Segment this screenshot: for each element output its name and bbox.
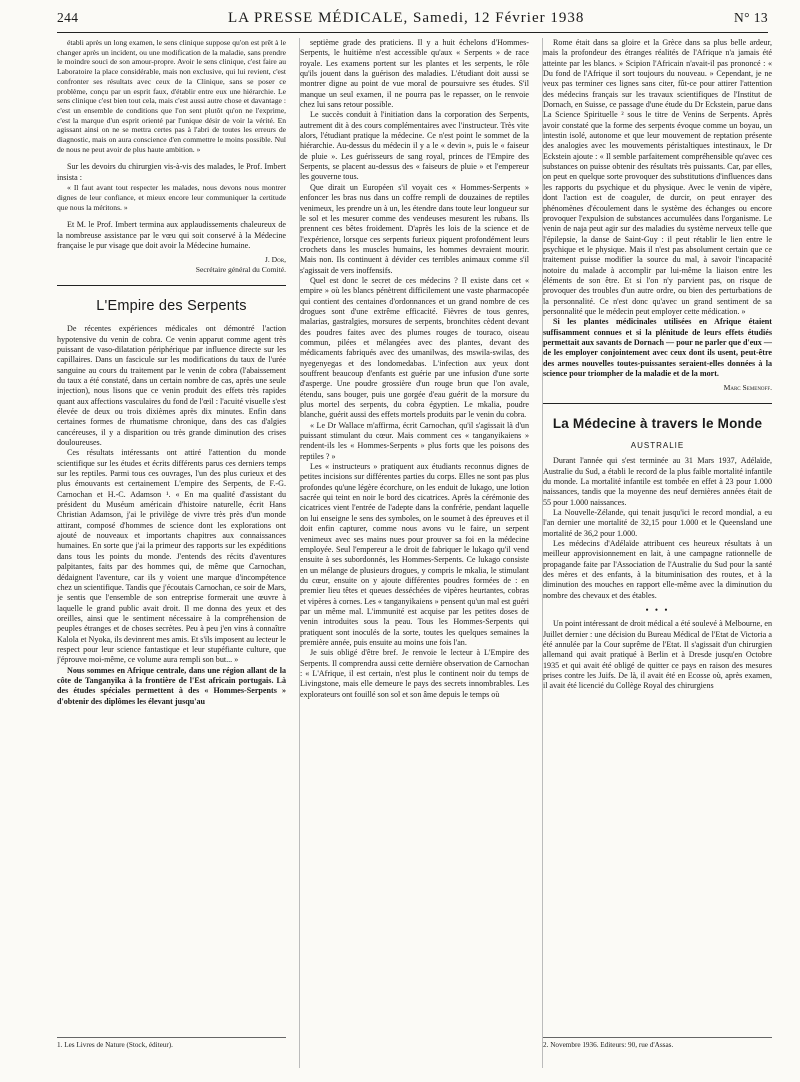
subsection-title: AUSTRALIE bbox=[630, 441, 685, 451]
section-title: La Médecine à travers le Monde bbox=[552, 416, 763, 432]
page-number: 244 bbox=[57, 10, 79, 25]
column-3 bbox=[542, 38, 772, 1068]
intro-paragraph: Sur les devoirs du chirurgien vis-à-vis des malades, le Prof. Imbert insista : bbox=[57, 162, 286, 182]
article-paragraph: De récentes expériences médicales ont démontré l'action hypotensive du venin de cobra. Ce venin apparut comme agent très puissant de vaso-dilatation périphérique par influence directe sur les capillaires. Dans un fascicule sur les modifications du taux de l'urée sanguine au cours du traitement par le venin de cobra (l'abaissement du taux a été constaté, dans un certain nombre de cas, après une seule injection), nous lisons que ce venin produit des effets très rapides quant aux affections vasculaires du fond de l'œil : l'acuité visuelle s'est élevée de deux ou trois dixièmes après dix minutes. Enfin dans certaines formes de rhumatisme chronique, dans des cas d'algies cancéreuses, il y a disparition ou très grande diminution des crises douloureuses. bbox=[57, 324, 286, 448]
section-paragraph: La Nouvelle-Zélande, qui tenait jusqu'ici le record mondial, a eu l'an dernier une mortalité de 32,15 pour 1.000 et le Queensland une mortalité de 36,2 pour 1.000. bbox=[543, 508, 772, 538]
article-paragraph: Les « instructeurs » pratiquent aux étudiants reconnus dignes de petites incisions sur différentes parties du corps. Elles ne sont pas plus profondes qu'une légère écorchure, on les enduit de lukago, une lotion sacrée qui teint en noir le bord des cicatrices. Après la cérémonie des cicatrices vient l'entrée de l'adepte dans la confrérie, pendant laquelle on lui enseigne le sens des symboles, on le soumet à des épreuves et il doit enfin capturer, comme nous avons vu le faire, un serpent venimeux avec ses mains nues pour prouver sa foi en la médecine employée. Seul l'empereur a le droit de fabriquer le lukago qu'il vend ensuite à ses subordonnés, les Hommes-Serpents. Ce lukago consiste en un mélange de plusieurs drogues, y compris le mkalia, le stimulant du cœur, ensuite on y ajoute différentes poudres formées de : en premier lieu têtes et queues desséchées de vipères heurtantes, cobras et vipères à cornes. Les « tanganyikaiens » pensent qu'un mal est guéri par un même mal. L'immunité est acquise par les petites doses de venin introduites sous la peau. Tous les Hommes-Serpents qui pratiquent sont inoculés de la sorte, toutes les quelques semaines la première année, puis ensuite au moins une fois l'an. bbox=[300, 462, 529, 647]
section-paragraph: Les médecins d'Adélaïde attribuent ces heureux résultats à un meilleur approvisionnement en lait, à une campagne rationnelle de propagande faite par l'Association de l'Australie du Sud pour la santé des mères et des enfants, à la bituminisation des routes, et à la diminution des mouches en rapport elle-même avec la diminution du nombre des chevaux et des étables. bbox=[543, 539, 772, 600]
intro-paragraph: établi après un long examen, le sens clinique suppose qu'on est prêt à le changer après un incident, ou une modification de la maladie, sans prendre le moindre souci de son amour-propre. Avoir le sens clinique, c'est faire au Laboratoire la place considérable, mais non exclusive, qui lui revient, c'est confronter ses résultats avec ceux de la Clinique, sans se poser ce problème, conçu par un esprit faux, d'établir entre eux une hiérarchie. Le sens clinique c'est bien tout cela, mais c'est aussi autre chose et davantage : c'est un ensemble de conditions que l'on sent plutôt qu'on ne l'exprime, c'est la marque d'un esprit orienté par l'unique désir de voir la vérité. En agissant ainsi on ne se mettra certes pas à l'abri de toutes les erreurs de diagnostic, mais on aura conscience d'en commettre le moins possible. Nul de nous ne peut avoir de plus haute ambition. » bbox=[57, 38, 286, 154]
section-rule bbox=[543, 403, 772, 404]
article-signature: Marc Semenoff. bbox=[723, 383, 772, 393]
article-paragraph: Si les plantes médicinales utilisées en Afrique étaient suffisamment connues et si la plénitude de leurs effets étudiés permettait aux savants de Dornach — pour ne parler que d'eux — de les employer conjointement avec ceux dont ils usent, peut-être des armes nouvelles toutes-puissantes seraient-elles données à la science pour triompher de la maladie et de la mort. bbox=[543, 317, 772, 378]
article-paragraph: Rome était dans sa gloire et la Grèce dans sa plus belle ardeur, mais la profondeur des étranges réalités de l'Afrique n'a jamais été atteinte par les blancs. » Scipion l'Africain n'avait-il pas prononcé : « Du fond de l'Afrique il sort toujours du nouveau. » Cependant, je ne veux pas terminer ces lignes sans citer, fût-ce pour attirer l'attention des médecins français sur les travaux scientifiques de l'Institut de Dornach, en Suisse, ce passage d'une étude du Dr Eckstein, parue dans La Science Spirituelle ² sous le titre de Venins de Serpents. Après avoir constaté que la forme des serpents évoque comme un boyau, un intestin isolé, autonome et que leur mouvement de reptation présente des analogies avec les mouvements péristaltiques intestinaux, le Dr Eckstein ajoute : « Il semble parfaitement compréhensible qu'avec ces substances on puisse obtenir des résultats très puissants. Car, par elles, on peut en quelque sorte provoquer des substitutions d'influences dans les rapports du psychique et du physique. Avec le venin de vipère, dont l'action est de coaguler, de durcir, on peut enrayer des phénomènes d'écoulement dans le système des échanges ou encore provoquer l'expulsion de substances accumulées dans l'organisme. Le venin de naja peut agir sur des maladies du système nerveux telle que l'épilepsie, la danse de Saint-Guy : il peut rétablir le lien entre le psychique et le physique. Mais il n'est pas absolument certain que ce traitement puisse modifier la source du mal, à savoir l'incapacité notoire du malade à accomplir par lui-même la liaison entre les éléments de son être. Et si l'on n'y parvient pas, on risque de provoquer des troubles d'un autre ordre, ou bien des perturbations de la personnalité. Ce n'est donc qu'avec un grand sentiment de sa personnalité que le médecin peut employer cette médication. » bbox=[543, 38, 772, 316]
running-header bbox=[57, 10, 768, 33]
article-paragraph: Nous sommes en Afrique centrale, dans une région allant de la côte de Tanganyika à la frontière de l'Est africain portugais. Là des études spéciales permettent à des « Hommes-Serpents » d'obtenir des diplômes les élevant jusqu'au bbox=[57, 665, 286, 706]
footnote-text: 2. Novembre 1936. Editeurs: 90, rue d'Assas. bbox=[543, 1041, 674, 1049]
section-paragraph: Durant l'année qui s'est terminée au 31 Mars 1937, Adélaïde, Australie du Sud, a établi le record de la plus faible mortalité infantile du monde. La mortalité infantile est tombée en effet à 23 pour 1.000 naissances, tandis que la moyenne des neuf dernières années était de 55 pour 1.000 naissances. bbox=[543, 456, 772, 507]
columns bbox=[57, 38, 772, 1068]
separator-stars: • • • bbox=[645, 605, 670, 616]
footnote-text: 1. Les Livres de Nature (Stock, éditeur). bbox=[57, 1041, 173, 1049]
article-paragraph: Ces résultats intéressants ont attiré l'attention du monde scientifique sur les études et écrits différents parus ces derniers temps sur les reptiles. Parmi tous ces ouvrages, l'un des plus curieux et des plus émouvants est certainement L'empire des Serpents, de F.-G. Carnochan et H.-C. Adamson ¹. « En ma qualité d'assistant du président du Muséum américain d'histoire naturelle, écrit Hans Christian Adamson, j'ai le privilège de vivre très près d'un monde attirant, composé d'hommes de science dont les explorations ont ajouté de nouveaux et importants chapitres aux connaissances humaines. En sorte que j'ai la primeur des rapports sur les expéditions dans tous les points du monde. J'entends des récits d'aventures palpitantes, faits par des hommes qui, de même que Carnochan, dédaignent l'aventure, car ils y voient une marque d'incompétence chez un scientifique. Tandis que j'écoutais Carnochan, ce soir de Mars, je sentis que l'ensemble de son entreprise formerait une œuvre à laquelle le grand public avait droit. Il me donna des yeux et des oreilles, ainsi que le sentiment nécessaire à la compréhension de peuples étranges et de choses secrètes. Peu à peu j'en vins à connaître Kalola et Nyoka, ils devinrent mes amis. Et s'ils imposent au lecteur le respect pour leur science fantastique et leur stupéfiante culture, que j'éprouve moi-même, ce volume aura rempli son but... » bbox=[57, 448, 286, 665]
footnote bbox=[57, 1037, 286, 1050]
article-paragraph: Que dirait un Européen s'il voyait ces « Hommes-Serpents » enfoncer les bras nus dans un coffre rempli de douzaines de reptiles venimeux, les prendre un à un, les étendre dans toute leur longueur sur le sol et les mesurer comme des vendeuses mesurent les rubans. Ils prennent ces bêtes froidement. D'après les lois de la science et de l'expérience, lorsque ces serpents furieux piquent profondément leurs crochets dans les muscles humains, les hommes devraient mourir. Mais non. Ils continuent à dévider ces terribles animaux comme s'il s'agissait de vers inoffensifs. bbox=[300, 182, 529, 275]
signature-name: J. Dor, bbox=[264, 255, 286, 265]
column-1 bbox=[57, 38, 286, 1068]
section-paragraph: Un point intéressant de droit médical a été soulevé à Melbourne, en Juillet dernier : une décision du Bureau Médical de l'Etat de Victoria a été annulée par la Cour suprême de l'Etat. Il s'agissait d'un chirurgien allemand qui avait pratiqué à Berlin et à Dresde jusqu'en Octobre 1935 et qui avait été obligé de quitter ce pays en raison des mesures prises contre les Juifs. De là, il avait été en Ecosse où, après examen, il avait été licencié du Collège Royal des chirurgiens bbox=[543, 619, 772, 691]
journal-title: LA PRESSE MÉDICALE, Samedi, 12 Février 1938 bbox=[228, 10, 585, 26]
intro-paragraph: Et M. le Prof. Imbert termina aux applaudissements chaleureux de la nombreuse assistance par le vœu qui soit conservé à la Médecine française le pur visage que doit avoir la Médecine humaine. bbox=[57, 220, 286, 250]
article-title: L'Empire des Serpents bbox=[96, 298, 247, 315]
article-paragraph: « Le Dr Wallace m'affirma, écrit Carnochan, qu'il s'agissait là d'un puissant stimulant du cœur. Mais comment ces « tanganyikaiens » rendent-ils les « Hommes-Serpents » plus forts que les poisons des reptiles ? » bbox=[300, 420, 529, 461]
issue-number: N° 13 bbox=[733, 10, 768, 25]
signature-title: Secrétaire général du Comité. bbox=[195, 265, 286, 275]
article-paragraph: septième grade des praticiens. Il y a huit échelons d'Hommes-Serpents, le huitième n'est accessible qu'aux « Serpents » de race royale. Les examens portent sur les plantes et les serpents, le rôle qu'ils jouent dans la guérison des maladies. L'étudiant doit aussi se montrer digne au point de vue moral de poursuivre ses études. S'il manque un seul examen, il ne pourra pas le repasser, on le renvoie chez lui sans retour possible. bbox=[300, 38, 529, 110]
article-paragraph: Quel est donc le secret de ces médecins ? Il existe dans cet « empire » où les blancs pénètrent difficilement une vaste pharmacopée qui contient des centaines d'ordonnances et un grand nombre de ces drogues sont d'une extrême efficacité. Fièvres de tous genres, malarias, gastralgies, morsures de serpents, bronchites cèdent devant des poudres faites avec des plumes rouges de touraco, oiseau commun, pilées et mélangées avec des plantes, devant des médicaments fabriqués avec des umanilwas, des mswila-swilas, des nyegenyegas et des londomedabas. L'infection aux yeux dont souffrent beaucoup d'enfants est guérie par une infusion d'une sorte d'asperge. Une poudre grossière d'un rouge brun que l'on avale, étendu, sans bouger, puis une gorgée d'eau guérit de la morsure du plus mortel des serpents, du cobra égyptien. Le mkalia, poudre blanche, guérit aussi des effets mortels produits par le venin du cobra. bbox=[300, 275, 529, 420]
footnote bbox=[543, 1037, 772, 1050]
article-paragraph: Je suis obligé d'être bref. Je renvoie le lecteur à L'Empire des Serpents. Il comprendra aussi cette dernière observation de Carnochan : « L'Afrique, il est certain, n'est plus le continent noir du temps de Livingstone, mais elle demeure le pays des secrets innombrables. Les explorateurs ont fouillé son sol et son âme depuis le temps où bbox=[300, 648, 529, 699]
column-2 bbox=[299, 38, 529, 1068]
article-paragraph: Le succès conduit à l'initiation dans la corporation des Serpents, autrement dit à des cours complémentaires avec l'instructeur. Très vite alors, l'étudiant pratique la médecine. Ce n'est point le sommet de la hiérarchie. Au-dessus du médecin il y a le « devin », puis le « faiseur de pluie ». Les guérisseurs de sang royal, princes de l'Empire des Serpents, se placent au-dessus des « faiseurs de pluie » et l'empereur les gouverne tous. bbox=[300, 110, 529, 182]
intro-quote: « Il faut avant tout respecter les malades, nous devons nous montrer dignes de leur confiance, et mieux encore leur communiquer la certitude que nous la méritons. » bbox=[57, 183, 286, 212]
section-rule bbox=[57, 285, 286, 286]
